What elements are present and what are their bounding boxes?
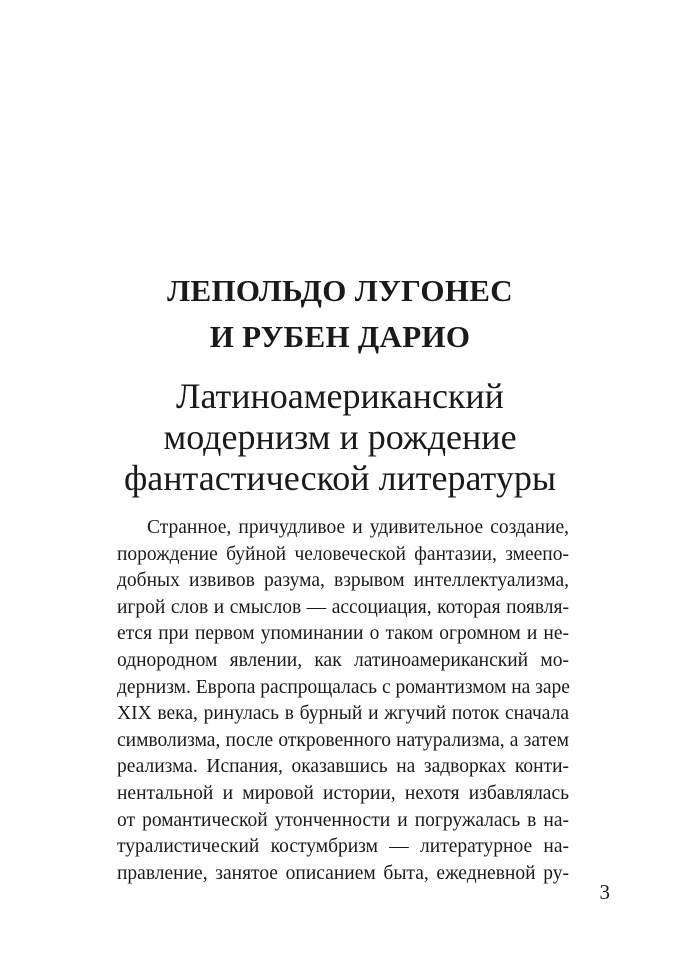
body-line: от романтической утонченности и погружалась в на- [117,809,569,831]
body-line: туралистический костумбризм — литературное на- [117,836,569,858]
page-number: 3 [599,880,610,904]
chapter-title-line-2: И РУБЕН ДАРИО [209,319,471,354]
chapter-subtitle [0,376,680,499]
chapter-subtitle-line-3: фантастической литературы [123,458,557,498]
chapter-subtitle-line-2: модернизм и рождение [163,417,517,457]
chapter-subtitle-line-1: Латиноамериканский [176,376,504,416]
body-line: дернизм. Европа распрощалась с романтизмом на заре [117,676,570,698]
body-line: реализма. Испания, оказавшись на задворках конти- [117,756,569,778]
chapter-title-line-1: ЛЕПОЛЬДО ЛУГОНЕС [167,273,513,308]
chapter-title [0,268,680,360]
body-line: нентальной и мировой истории, нехотя избавлялась [117,782,569,804]
body-line: правление, занятое описанием быта, ежедневной ру- [117,862,569,884]
body-line: XIX века, ринулась в бурный и жгучий поток сначала [117,703,569,725]
body-line: добных извивов разума, взрывом интеллектуализма, [117,570,569,592]
body-line: ется при первом упоминании о таком огромном и не- [117,623,569,645]
body-line: порождение буйной человеческой фантазии, змеепо- [117,543,569,565]
body-line: Странное, причудливое и удивительное создание, [147,517,569,538]
body-line: однородном явлении, как латиноамериканский мо- [117,649,569,671]
body-line: игрой слов и смыслов — ассоциация, которая появля- [117,596,569,618]
body-paragraph [117,515,569,887]
body-line: символизма, после откровенного натурализма, а затем [117,729,569,751]
